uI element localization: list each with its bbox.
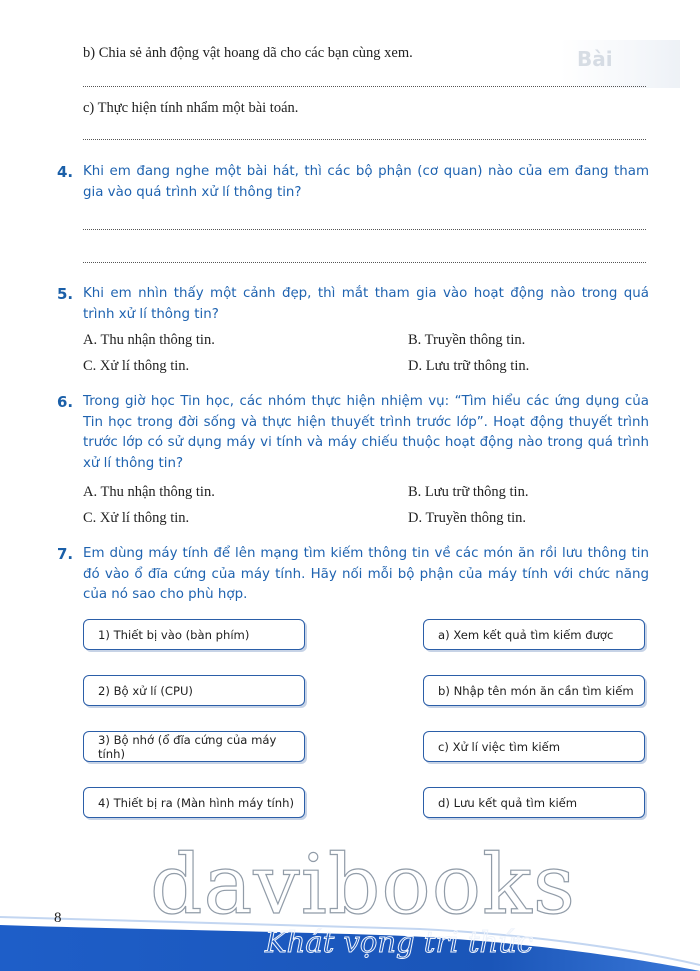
- match-right-a[interactable]: a) Xem kết quả tìm kiếm được: [423, 619, 645, 650]
- facing-page-header-text: Bài: [577, 47, 613, 71]
- match-left-4[interactable]: 4) Thiết bị ra (Màn hình máy tính): [83, 787, 305, 818]
- page-number: 8: [54, 910, 62, 926]
- match-left-3[interactable]: 3) Bộ nhớ (ổ đĩa cứng của máy tính): [83, 731, 305, 762]
- item-b: b) Chia sẻ ảnh động vật hoang dã cho các bạn cùng xem.: [83, 45, 413, 61]
- match-right-d[interactable]: d) Lưu kết quả tìm kiếm: [423, 787, 645, 818]
- watermark-slogan: Khát vọng tri thức: [265, 925, 534, 959]
- match-left-1[interactable]: 1) Thiết bị vào (bàn phím): [83, 619, 305, 650]
- item-c: c) Thực hiện tính nhẩm một bài toán.: [83, 100, 299, 116]
- match-left-2[interactable]: 2) Bộ xử lí (CPU): [83, 675, 305, 706]
- answer-line: [83, 139, 646, 140]
- q5-option-c: C. Xử lí thông tin.: [83, 358, 190, 374]
- watermark-davibooks: davibooks: [150, 838, 576, 933]
- q5-option-b: B. Truyền thông tin.: [408, 332, 526, 348]
- q5-option-d: D. Lưu trữ thông tin.: [408, 358, 530, 374]
- q6-option-b: B. Lưu trữ thông tin.: [408, 484, 529, 500]
- match-right-b[interactable]: b) Nhập tên món ăn cần tìm kiếm: [423, 675, 645, 706]
- match-right-c[interactable]: c) Xử lí việc tìm kiếm: [423, 731, 645, 762]
- question-6-text: Trong giờ học Tin học, các nhóm thực hiện nhiệm vụ: “Tìm hiểu các ứng dụng của Tin học trong đời sống và thực hiện thuyết trình trước lớp”. Hoạt động thuyết trình trước lớp có sử dụng máy vi tính và máy chiếu thuộc hoạt động nào trong quá trình xử lí thông tin?: [83, 394, 649, 471]
- question-5-number: 5.: [57, 285, 74, 303]
- question-4-text: Khi em đang nghe một bài hát, thì các bộ phận (cơ quan) nào của em đang tham gia vào quá trình xử lí thông tin?: [83, 164, 649, 200]
- question-6-number: 6.: [57, 393, 74, 411]
- answer-line: [83, 229, 646, 230]
- answer-line: [83, 262, 646, 263]
- question-5-text: Khi em nhìn thấy một cảnh đẹp, thì mắt tham gia vào hoạt động nào trong quá trình xử lí thông tin?: [83, 286, 649, 322]
- q6-option-d: D. Truyền thông tin.: [408, 510, 527, 526]
- question-7-number: 7.: [57, 545, 74, 563]
- answer-line: [83, 86, 646, 87]
- q6-option-a: A. Thu nhận thông tin.: [83, 484, 215, 500]
- q6-option-c: C. Xử lí thông tin.: [83, 510, 190, 526]
- question-4-number: 4.: [57, 163, 74, 181]
- question-7-text: Em dùng máy tính để lên mạng tìm kiếm thông tin về các món ăn rồi lưu thông tin đó vào ổ đĩa cứng của máy tính. Hãy nối mỗi bộ phận của máy tính với chức năng của nó sao cho phù hợp.: [83, 546, 649, 603]
- q5-option-a: A. Thu nhận thông tin.: [83, 332, 215, 348]
